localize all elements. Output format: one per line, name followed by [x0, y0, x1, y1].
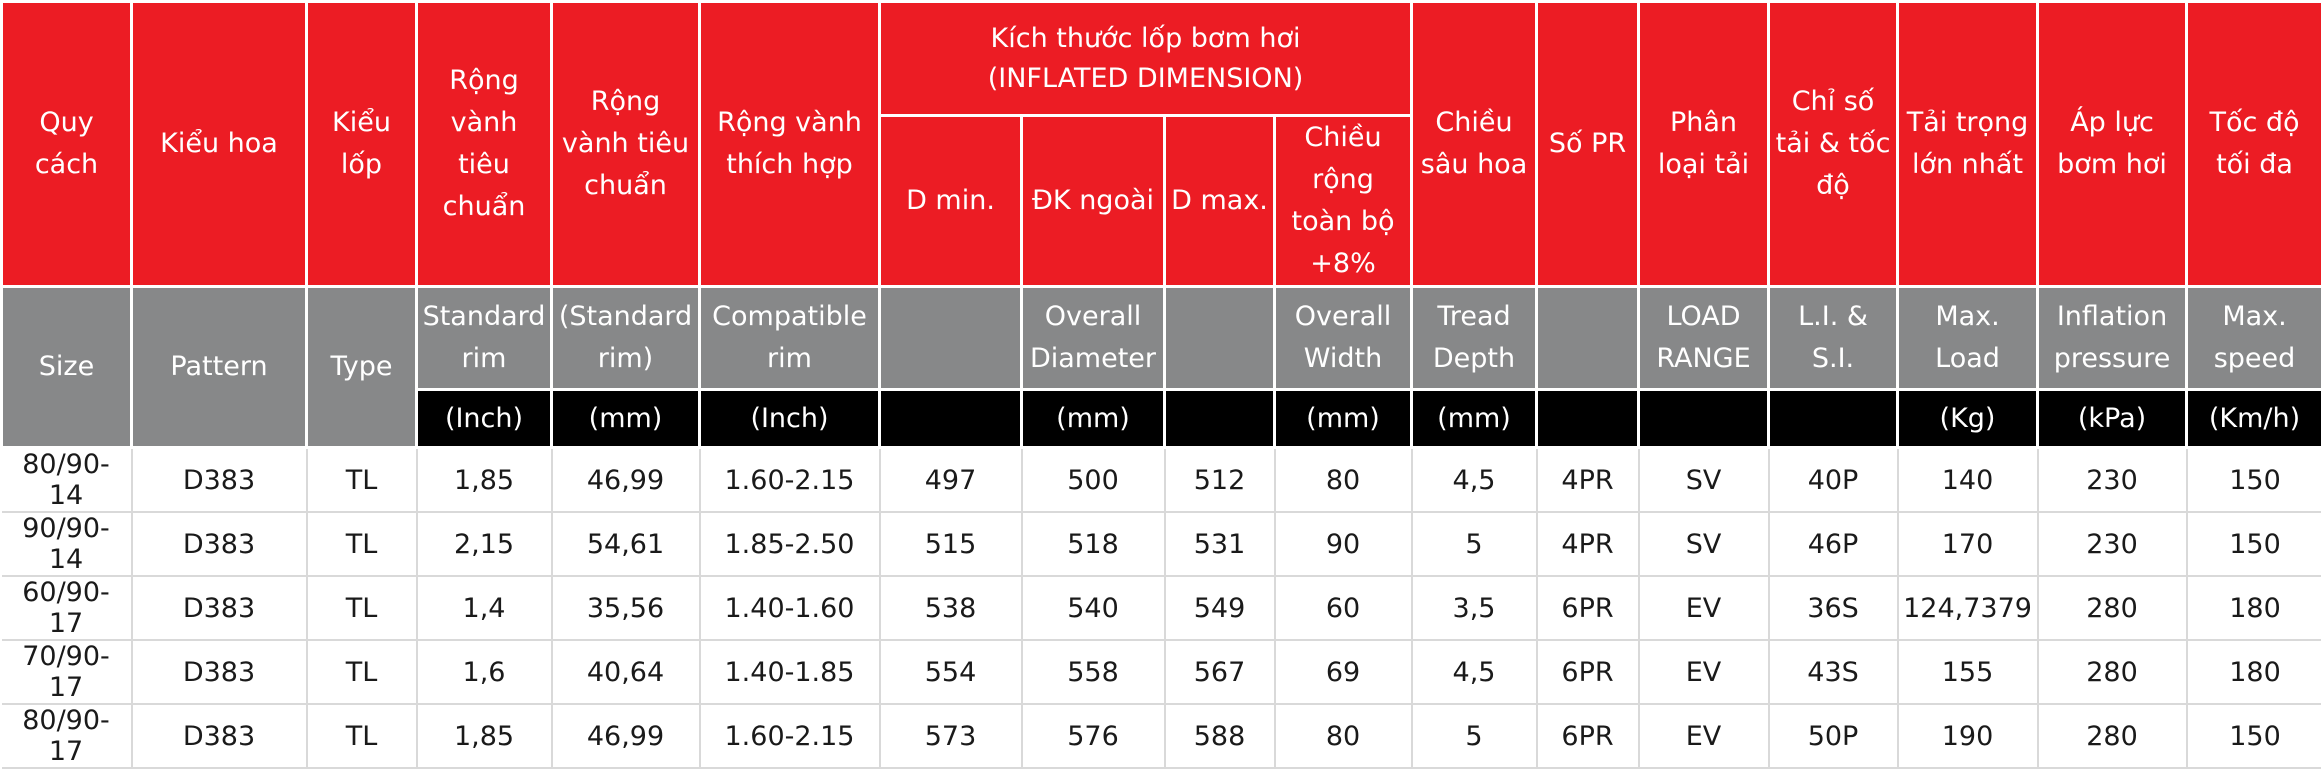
cell-overall-width: 69 — [1275, 640, 1412, 704]
cell-std-rim-mm: 35,56 — [552, 576, 700, 640]
table-body — [2, 448, 2321, 769]
table-row — [2, 512, 2321, 576]
header-pr-vn: Số PR — [1537, 2, 1639, 287]
header-type-vn: Kiểu lốp — [307, 2, 417, 287]
header-inflated-dimension-group: Kích thước lốp bơm hơi (INFLATED DIMENSION) — [880, 2, 1412, 116]
cell-tread-depth: 4,5 — [1412, 640, 1537, 704]
unit-cell: (Kg) — [1898, 390, 2038, 448]
cell-d-max: 549 — [1165, 576, 1275, 640]
header-std-rim-mm-vn: Rộng vành tiêu chuẩn — [552, 2, 700, 287]
cell-inflation: 230 — [2038, 448, 2187, 513]
cell-type: TL — [307, 448, 417, 513]
cell-max-load: 155 — [1898, 640, 2038, 704]
table-row — [2, 576, 2321, 640]
cell-size: 70/90-17 — [2, 640, 132, 704]
cell-d-max: 531 — [1165, 512, 1275, 576]
cell-d-min: 515 — [880, 512, 1022, 576]
cell-li-si: 40P — [1769, 448, 1898, 513]
cell-max-speed: 150 — [2187, 704, 2321, 768]
header-max-speed-en: Max. speed — [2187, 287, 2321, 390]
cell-pr: 6PR — [1537, 576, 1639, 640]
unit-cell — [1537, 390, 1639, 448]
cell-tread-depth: 3,5 — [1412, 576, 1537, 640]
header-max-load-vn: Tải trọng lớn nhất — [1898, 2, 2038, 287]
cell-size: 60/90-17 — [2, 576, 132, 640]
unit-cell: (Km/h) — [2187, 390, 2321, 448]
cell-overall-diameter: 518 — [1022, 512, 1165, 576]
cell-compat-rim: 1.40-1.85 — [700, 640, 880, 704]
cell-max-speed: 180 — [2187, 576, 2321, 640]
cell-d-min: 497 — [880, 448, 1022, 513]
cell-inflation: 280 — [2038, 576, 2187, 640]
cell-max-speed: 180 — [2187, 640, 2321, 704]
header-max-speed-vn: Tốc độ tối đa — [2187, 2, 2321, 287]
unit-cell: (Inch) — [700, 390, 880, 448]
cell-d-min: 573 — [880, 704, 1022, 768]
cell-max-speed: 150 — [2187, 448, 2321, 513]
cell-overall-width: 80 — [1275, 704, 1412, 768]
cell-tread-depth: 4,5 — [1412, 448, 1537, 513]
cell-compat-rim: 1.40-1.60 — [700, 576, 880, 640]
header-compat-rim-vn: Rộng vành thích hợp — [700, 2, 880, 287]
cell-li-si: 46P — [1769, 512, 1898, 576]
header-size-en: Size — [2, 287, 132, 448]
table-row — [2, 640, 2321, 704]
cell-pr: 4PR — [1537, 448, 1639, 513]
cell-load-range: EV — [1639, 640, 1769, 704]
header-d-max-vn: D max. — [1165, 116, 1275, 287]
cell-pattern: D383 — [132, 640, 307, 704]
cell-std-rim-inch: 1,85 — [417, 448, 552, 513]
cell-std-rim-inch: 2,15 — [417, 512, 552, 576]
cell-d-max: 588 — [1165, 704, 1275, 768]
header-li-si-en: L.I. & S.I. — [1769, 287, 1898, 390]
cell-inflation: 230 — [2038, 512, 2187, 576]
cell-size: 90/90-14 — [2, 512, 132, 576]
cell-compat-rim: 1.60-2.15 — [700, 448, 880, 513]
cell-li-si: 43S — [1769, 640, 1898, 704]
unit-cell — [880, 390, 1022, 448]
cell-pattern: D383 — [132, 704, 307, 768]
cell-std-rim-mm: 46,99 — [552, 448, 700, 513]
cell-size: 80/90-17 — [2, 704, 132, 768]
header-pr-en — [1537, 287, 1639, 390]
cell-compat-rim: 1.85-2.50 — [700, 512, 880, 576]
header-size-vn: Quy cách — [2, 2, 132, 287]
header-max-load-en: Max. Load — [1898, 287, 2038, 390]
cell-std-rim-inch: 1,6 — [417, 640, 552, 704]
cell-overall-width: 80 — [1275, 448, 1412, 513]
header-pattern-vn: Kiểu hoa — [132, 2, 307, 287]
cell-d-max: 567 — [1165, 640, 1275, 704]
header-compat-rim-en: Compatible rim — [700, 287, 880, 390]
cell-overall-diameter: 576 — [1022, 704, 1165, 768]
cell-pattern: D383 — [132, 448, 307, 513]
header-li-si-vn: Chỉ số tải & tốc độ — [1769, 2, 1898, 287]
cell-inflation: 280 — [2038, 704, 2187, 768]
header-overall-diameter-en: Overall Diameter — [1022, 287, 1165, 390]
cell-size: 80/90-14 — [2, 448, 132, 513]
cell-std-rim-mm: 46,99 — [552, 704, 700, 768]
cell-max-load: 140 — [1898, 448, 2038, 513]
cell-max-load: 170 — [1898, 512, 2038, 576]
header-dk-ngoai-vn: ĐK ngoài — [1022, 116, 1165, 287]
cell-type: TL — [307, 640, 417, 704]
cell-max-load: 190 — [1898, 704, 2038, 768]
cell-std-rim-mm: 40,64 — [552, 640, 700, 704]
header-overall-width-en: Overall Width — [1275, 287, 1412, 390]
cell-load-range: EV — [1639, 704, 1769, 768]
cell-inflation: 280 — [2038, 640, 2187, 704]
cell-overall-diameter: 540 — [1022, 576, 1165, 640]
cell-max-load: 124,7379 — [1898, 576, 2038, 640]
cell-std-rim-inch: 1,4 — [417, 576, 552, 640]
unit-cell: (mm) — [552, 390, 700, 448]
cell-compat-rim: 1.60-2.15 — [700, 704, 880, 768]
cell-overall-diameter: 558 — [1022, 640, 1165, 704]
header-inflation-vn: Áp lực bơm hơi — [2038, 2, 2187, 287]
cell-type: TL — [307, 512, 417, 576]
cell-overall-diameter: 500 — [1022, 448, 1165, 513]
header-load-range-en: LOAD RANGE — [1639, 287, 1769, 390]
cell-type: TL — [307, 576, 417, 640]
cell-load-range: SV — [1639, 448, 1769, 513]
table-row — [2, 704, 2321, 768]
cell-tread-depth: 5 — [1412, 704, 1537, 768]
cell-pattern: D383 — [132, 512, 307, 576]
cell-load-range: SV — [1639, 512, 1769, 576]
cell-li-si: 36S — [1769, 576, 1898, 640]
header-inflation-en: Inflation pressure — [2038, 287, 2187, 390]
header-d-min-vn: D min. — [880, 116, 1022, 287]
header-tread-depth-vn: Chiều sâu hoa — [1412, 2, 1537, 287]
cell-pattern: D383 — [132, 576, 307, 640]
header-pattern-en: Pattern — [132, 287, 307, 448]
unit-cell: (mm) — [1275, 390, 1412, 448]
header-type-en: Type — [307, 287, 417, 448]
header-overall-width-vn: Chiều rộng toàn bộ +8% — [1275, 116, 1412, 287]
cell-std-rim-inch: 1,85 — [417, 704, 552, 768]
cell-d-min: 554 — [880, 640, 1022, 704]
unit-cell — [1769, 390, 1898, 448]
cell-d-max: 512 — [1165, 448, 1275, 513]
cell-load-range: EV — [1639, 576, 1769, 640]
cell-d-min: 538 — [880, 576, 1022, 640]
cell-overall-width: 90 — [1275, 512, 1412, 576]
unit-cell — [1165, 390, 1275, 448]
header-std-rim-inch-en: Standard rim — [417, 287, 552, 390]
unit-cell: (mm) — [1412, 390, 1537, 448]
cell-max-speed: 150 — [2187, 512, 2321, 576]
unit-cell: (Inch) — [417, 390, 552, 448]
header-load-range-vn: Phân loại tải — [1639, 2, 1769, 287]
cell-pr: 6PR — [1537, 704, 1639, 768]
unit-cell: (mm) — [1022, 390, 1165, 448]
unit-cell — [1639, 390, 1769, 448]
header-d-min-en — [880, 287, 1022, 390]
header-tread-depth-en: Tread Depth — [1412, 287, 1537, 390]
cell-li-si: 50P — [1769, 704, 1898, 768]
table-row — [2, 448, 2321, 513]
cell-type: TL — [307, 704, 417, 768]
cell-pr: 4PR — [1537, 512, 1639, 576]
cell-std-rim-mm: 54,61 — [552, 512, 700, 576]
header-std-rim-mm-en: (Standard rim) — [552, 287, 700, 390]
header-d-max-en — [1165, 287, 1275, 390]
unit-cell: (kPa) — [2038, 390, 2187, 448]
header-std-rim-inch-vn: Rộng vành tiêu chuẩn — [417, 2, 552, 287]
cell-overall-width: 60 — [1275, 576, 1412, 640]
cell-tread-depth: 5 — [1412, 512, 1537, 576]
cell-pr: 6PR — [1537, 640, 1639, 704]
